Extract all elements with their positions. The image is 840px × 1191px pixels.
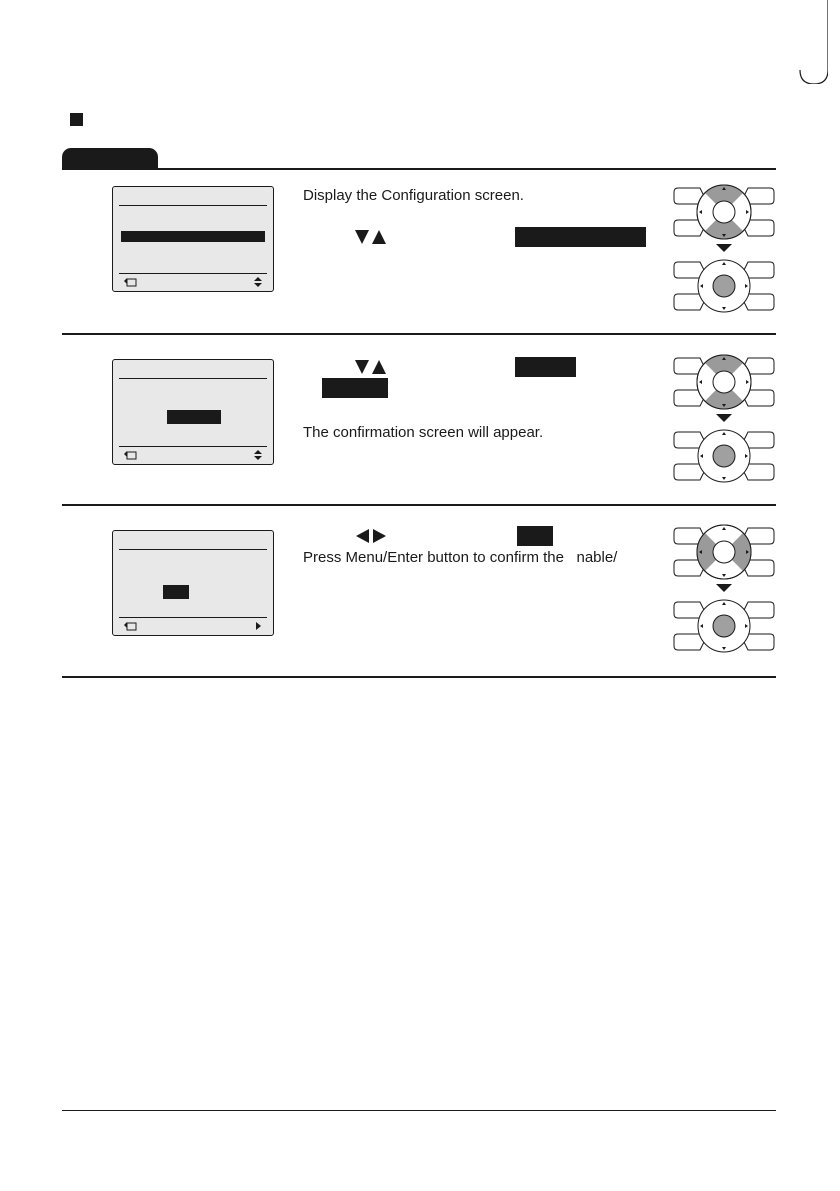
step3-instruction: Press Menu/Enter button to confirm the nable/ <box>303 549 618 566</box>
down-up-arrows-icon <box>355 229 387 245</box>
highlighted-option <box>517 526 553 546</box>
step1-instruction: Display the Configuration screen. <box>303 187 524 204</box>
lcd-highlight-row <box>121 231 265 242</box>
down-up-arrows-icon <box>355 359 387 375</box>
lcd-highlight-value <box>163 585 189 599</box>
remote-diagram-up-down <box>670 354 778 484</box>
step-divider <box>62 333 776 335</box>
return-icon <box>123 450 137 460</box>
lcd-screen-setting <box>112 359 274 465</box>
highlighted-option <box>322 378 388 398</box>
highlighted-option <box>515 357 576 377</box>
page-binding-edge <box>780 0 828 84</box>
up-down-arrows-icon <box>253 277 263 287</box>
right-arrow-icon <box>253 621 263 631</box>
highlighted-menu-item <box>515 227 646 247</box>
remote-diagram-up-down <box>670 184 778 314</box>
step2-instruction: The confirmation screen will appear. <box>303 424 544 441</box>
procedure-top-rule <box>62 168 776 170</box>
up-down-arrows-icon <box>253 450 263 460</box>
step-divider <box>62 504 776 506</box>
return-icon <box>123 621 137 631</box>
footer-rule <box>62 1110 776 1111</box>
return-icon <box>123 277 137 287</box>
remote-diagram-left-right <box>670 524 778 654</box>
section-marker-square <box>70 113 83 126</box>
lcd-screen-configuration <box>112 186 274 292</box>
left-right-arrows-icon <box>355 528 387 544</box>
lcd-highlight-value <box>167 410 221 424</box>
lcd-screen-enable <box>112 530 274 636</box>
step-divider <box>62 676 776 678</box>
procedure-tab <box>62 148 158 170</box>
